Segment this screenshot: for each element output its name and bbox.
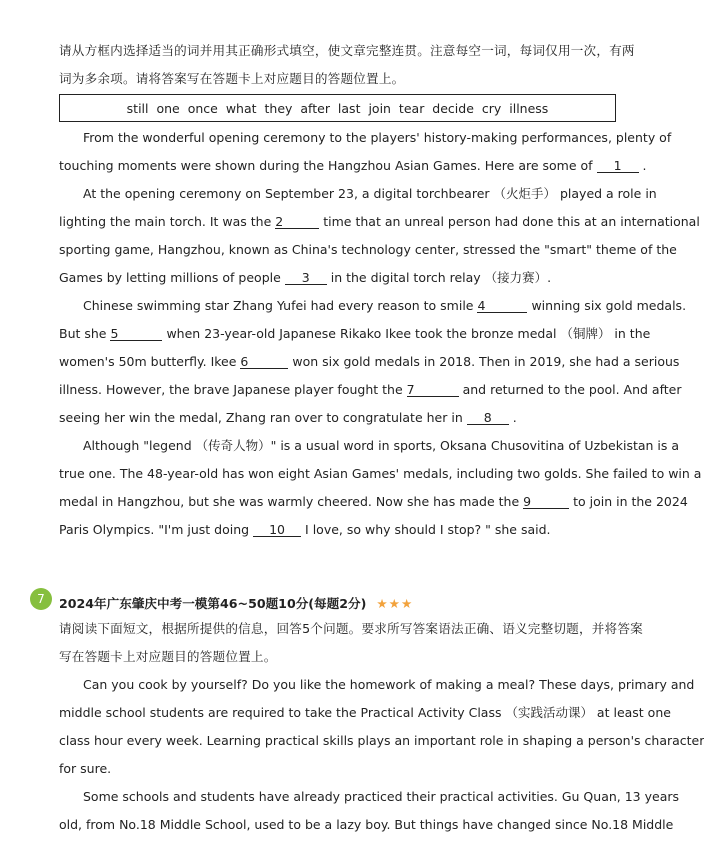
p4-line-2: true one. The 48-year-old has won eight Asian Games' medals, including two golds. She failed to win a	[59, 466, 702, 481]
text-span: won six gold medals in 2018. Then in 2019, she had a serious	[288, 354, 680, 369]
blank-2: 2	[275, 215, 319, 229]
section-heading	[59, 593, 413, 612]
text-span: illness. However, the brave Japanese player fought the	[59, 382, 407, 397]
q7-p1-line-3: class hour every week. Learning practical skills plays an important role in shaping a person's character	[59, 733, 704, 748]
q7-p2-line-1: Some schools and students have already practiced their practical activities. Gu Quan, 13 years	[83, 789, 680, 804]
text-span: Paris Olympics. "I'm just doing	[59, 522, 254, 537]
text-span: medal in Hangzhou, but she was warmly cheered. Now she has made the	[59, 494, 524, 509]
text-span: .	[508, 410, 517, 425]
instruction-line-1: 请从方框内选择适当的词并用其正确形式填空，使文章完整连贯。注意每空一词，每词仅用一次，有两	[59, 43, 635, 58]
text-span: Chinese swimming star Zhang Yufei had every reason to smile	[83, 298, 478, 313]
word-box: still one once what they after last join tear decide cry illness	[59, 94, 616, 122]
text-span: touching moments were shown during the Hangzhou Asian Games. Here are some of	[59, 158, 597, 173]
p2-line-4	[59, 271, 619, 285]
section-title: 2024年广东肇庆中考一模第46~50题10分(每题2分)	[59, 596, 367, 611]
p4-line-1: Although "legend （传奇人物）" is a usual word in sports, Oksana Chusovitina of Uzbekistan is a	[83, 438, 680, 453]
text-span: lighting the main torch. It was the	[59, 214, 276, 229]
p3-line-5	[59, 411, 619, 425]
text-span: women's 50m butterfly. Ikee	[59, 354, 241, 369]
blank-1: 1	[597, 159, 639, 173]
blank-6: 6	[240, 355, 288, 369]
p3-line-2	[59, 326, 651, 341]
section-instruction-2: 写在答题卡上对应题目的答题位置上。	[59, 649, 277, 664]
text-span: I love, so why should I stop? " she said.	[301, 522, 551, 537]
text-span: in the digital torch relay （接力赛）.	[326, 270, 552, 285]
p3-line-4	[59, 382, 682, 397]
blank-10: 10	[253, 523, 301, 537]
p2-line-2	[59, 214, 700, 229]
text-span: to join in the 2024	[569, 494, 688, 509]
text-span: winning six gold medals.	[527, 298, 687, 313]
q7-p1-line-2: middle school students are required to take the Practical Activity Class （实践活动课） at least one	[59, 705, 671, 720]
difficulty-stars: ★★★	[376, 596, 414, 611]
q7-p2-line-2: old, from No.18 Middle School, used to be a lazy boy. But things have changed since No.18 Middle	[59, 817, 674, 832]
q7-p1-line-4: for sure.	[59, 761, 112, 776]
blank-4: 4	[477, 299, 527, 313]
p4-line-4	[59, 523, 619, 537]
text-span: Games by letting millions of people	[59, 270, 285, 285]
p1-line-1: From the wonderful opening ceremony to the players' history-making performances, plenty of	[83, 130, 672, 145]
p1-line-2	[59, 158, 647, 173]
p2-line-1: At the opening ceremony on September 23, a digital torchbearer （火炬手） played a role in	[83, 186, 657, 201]
text-span: time that an unreal person had done this at an international	[319, 214, 700, 229]
blank-7: 7	[407, 383, 459, 397]
text-span: when 23-year-old Japanese Rikako Ikee took the bronze medal （铜牌） in the	[162, 326, 651, 341]
p4-line-3	[59, 494, 688, 509]
blank-5: 5	[110, 327, 162, 341]
text-span: seeing her win the medal, Zhang ran over to congratulate her in	[59, 410, 467, 425]
text-span: .	[638, 158, 647, 173]
text-span: and returned to the pool. And after	[458, 382, 682, 397]
q7-p1-line-1: Can you cook by yourself? Do you like the homework of making a meal? These days, primary and	[83, 677, 695, 692]
question-number-badge: 7	[30, 588, 52, 610]
blank-3: 3	[285, 271, 327, 285]
p3-line-3	[59, 354, 680, 369]
section-instruction-1: 请阅读下面短文，根据所提供的信息，回答5个问题。要求所写答案语法正确、语义完整切题，并将答案	[59, 621, 643, 636]
text-span: But she	[59, 326, 111, 341]
p3-line-1	[83, 298, 687, 313]
instruction-line-2: 词为多余项。请将答案写在答题卡上对应题目的答题位置上。	[59, 71, 405, 86]
blank-9: 9	[523, 495, 569, 509]
blank-8: 8	[467, 411, 509, 425]
p2-line-3: sporting game, Hangzhou, known as China's technology center, stressed the "smart" theme of the	[59, 242, 677, 257]
